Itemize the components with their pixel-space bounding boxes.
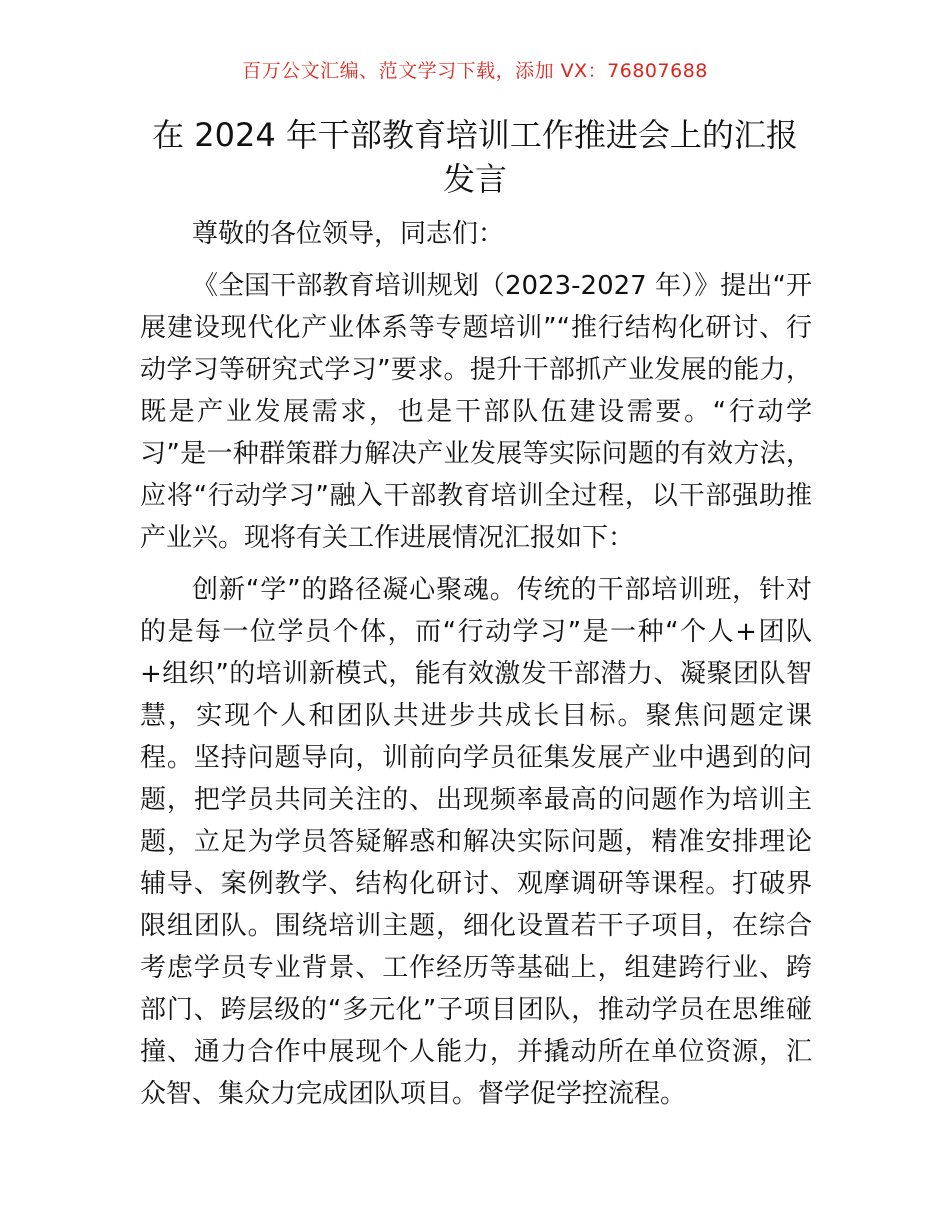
body-paragraph: 创新“学”的路径凝心聚魂。传统的干部培训班，针对的是每一位学员个体，而“行动学习”是一种“个人+团队+组织”的培训新模式，能有效激发干部潜力、凝聚团队智慧，实现个人和团队共进步共成长目标。聚焦问题定课程。坚持问题导向，训前向学员征集发展产业中遇到的问题，把学员共同关注的、出现频率最高的问题作为培训主题，立足为学员答疑解惑和解决实际问题，精准安排理论辅导、案例教学、结构化研讨、观摩调研等课程。打破界限组团队。围绕培训主题，细化设置若干子项目，在综合考虑学员专业背景、工作经历等基础上，组建跨行业、跨部门、跨层级的“多元化”子项目团队，推动学员在思维碰撞、通力合作中展现个人能力，并撬动所在单位资源，汇众智、集众力完成团队项目。督学促学控流程。: [140, 575, 812, 1109]
document-title: 在 2024 年干部教育培训工作推进会上的汇报发言: [152, 116, 798, 198]
body-paragraph: 《全国干部教育培训规划（2023-2027 年）》提出“开展建设现代化产业体系等专题培训”“推行结构化研讨、行动学习等研究式学习”要求。提升干部抓产业发展的能力，既是产业发展需求，也是干部队伍建设需要。“行动学习”是一种群策群力解决产业发展等实际问题的有效方法，应将“行动学习”融入干部教育培训全过程，以干部强助推产业兴。现将有关工作进展情况汇报如下：: [140, 271, 812, 553]
document-body: [140, 213, 812, 1125]
salutation-paragraph: 尊敬的各位领导，同志们：: [192, 219, 505, 249]
header-banner: 百万公文汇编、范文学习下载，添加 VX：76807688: [242, 60, 708, 82]
